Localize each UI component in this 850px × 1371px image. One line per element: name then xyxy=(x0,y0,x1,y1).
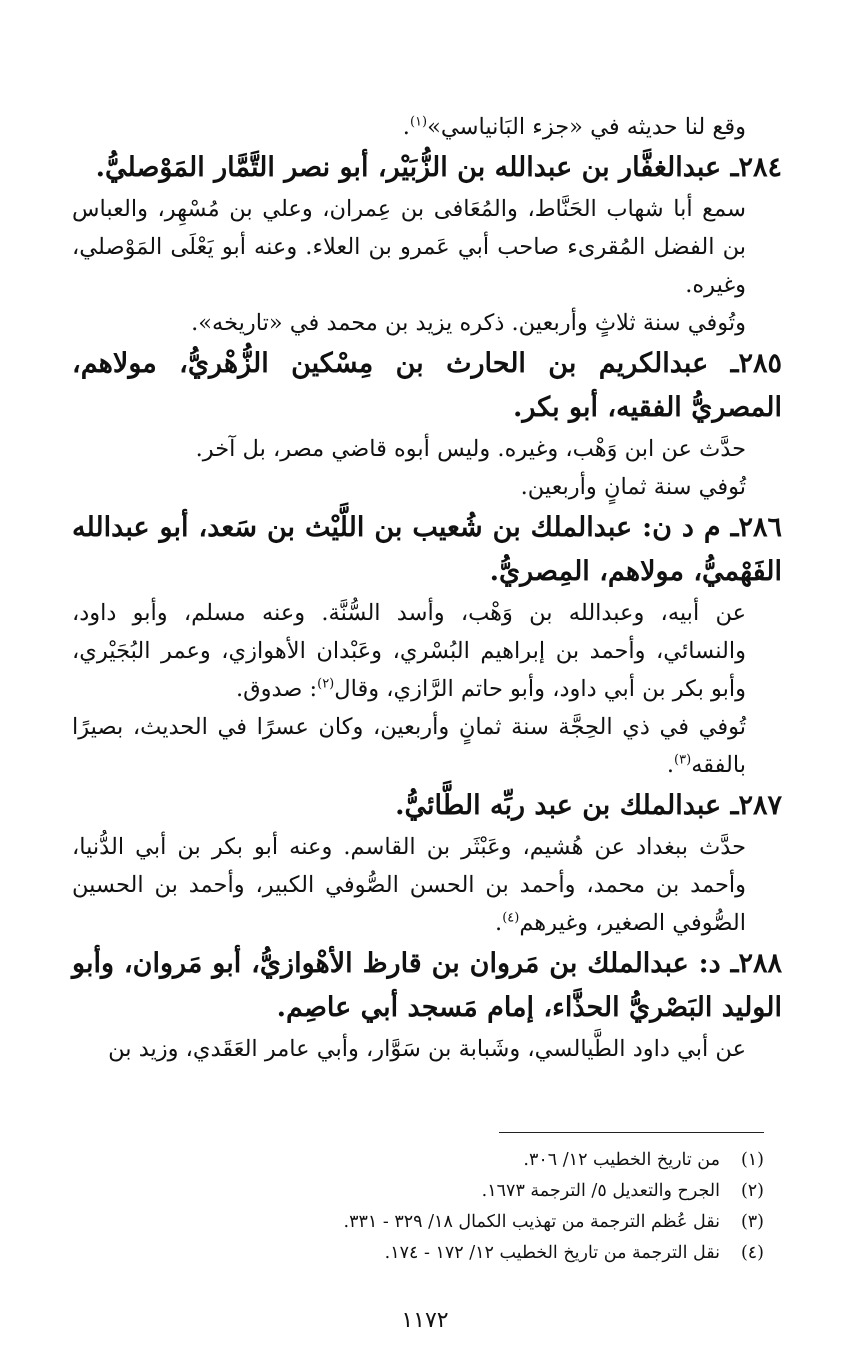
entry-heading: ٢٨٥ـ عبدالكريم بن الحارث بن مِسْكين الزُّهْريُّ، مولاهم، المصريُّ الفقيه، أبو بكر. xyxy=(72,348,782,423)
paragraph-text: عن أبيه، وعبدالله بن وَهْب، وأسد السُّنَّة. وعنه مسلم، وأبو داود، والنسائي، وأحمد بن إبراهيم البُسْري، وعَبْدان الأهوازي، وعمر البُجَيْري، وأبو بكر بن أبي داود، وأبو حاتم الرَّازي، وقال xyxy=(72,600,746,702)
paragraph-text: تُوفي سنة ثمانٍ وأربعين. xyxy=(520,474,746,500)
paragraph-tail: : صدوق. xyxy=(235,676,318,702)
footnote-item xyxy=(72,1238,764,1269)
footnote-ref: (٤) xyxy=(502,910,520,926)
footnote-item xyxy=(72,1207,764,1238)
entry-paragraph xyxy=(72,1030,782,1068)
entry-paragraph xyxy=(72,304,782,342)
entry-heading: ٢٨٧ـ عبدالملك بن عبد ربِّه الطَّائيُّ. xyxy=(395,790,782,821)
footnote-item xyxy=(72,1145,764,1176)
paragraph-tail: . xyxy=(666,752,675,778)
paragraph-text: عن أبي داود الطَّيالسي، وشَبابة بن سَوَّار، وأبي عامر العَقَدي، وزيد بن xyxy=(108,1036,746,1062)
footnote-ref: (١) xyxy=(409,114,428,130)
footnote-divider xyxy=(499,1132,764,1133)
footnote-number: (٣) xyxy=(740,1212,764,1232)
page-number: ١١٧٢ xyxy=(401,1308,449,1333)
intro-end: . xyxy=(402,114,410,140)
paragraph-text: سمع أبا شهاب الحَنَّاط، والمُعَافى بن عِمران، وعلي بن مُسْهِر، والعباس بن الفضل المُقرىء صاحب أبي عَمرو بن العلاء. وعنه أبو يَعْلَى المَوْصلي، وغيره. xyxy=(72,196,746,298)
footnote-ref: (٣) xyxy=(674,752,692,768)
entry-paragraph xyxy=(72,708,782,784)
footnotes-section xyxy=(72,1132,764,1269)
paragraph-text: تُوفي في ذي الحِجَّة سنة ثمانٍ وأربعين، وكان عسرًا في الحديث، بصيرًا بالفقه xyxy=(72,714,746,778)
paragraph-text: وتُوفي سنة ثلاثٍ وأربعين. ذكره يزيد بن محمد في «تاريخه». xyxy=(191,310,746,336)
footnote-text: نقل عُظم الترجمة من تهذيب الكمال ١٨/ ٣٢٩ - ٣٣١. xyxy=(343,1212,720,1232)
paragraph-text: حدَّث عن ابن وَهْب، وغيره. وليس أبوه قاضي مصر، بل آخر. xyxy=(195,436,746,462)
footnote-number: (٤) xyxy=(740,1243,764,1263)
paragraph-tail: . xyxy=(495,910,503,936)
entry-heading: ٢٨٦ـ م د ن: عبدالملك بن شُعيب بن اللَّيْث بن سَعد، أبو عبدالله الفَهْميُّ، مولاهم، المِصريُّ. xyxy=(72,512,782,587)
footnote-text: الجرح والتعديل ٥/ الترجمة ١٦٧٣. xyxy=(481,1181,720,1201)
entry-paragraph xyxy=(72,828,782,942)
footnote-ref: (٢) xyxy=(317,676,335,692)
entry-heading: ٢٨٤ـ عبدالغفَّار بن عبدالله بن الزُّبَيْر، أبو نصر التَّمَّار المَوْصليُّ. xyxy=(95,152,782,183)
footnote-text: نقل الترجمة من تاريخ الخطيب ١٢/ ١٧٢ - ١٧٤. xyxy=(384,1243,720,1263)
paragraph-text: حدَّث ببغداد عن هُشيم، وعَبْثَر بن القاسم. وعنه أبو بكر بن أبي الدُّنيا، وأحمد بن محمد، وأحمد بن الحسن الصُّوفي الكبير، وأحمد بن الحسين الصُّوفي الصغير، وغيرهم xyxy=(72,834,746,936)
entries-list xyxy=(72,146,782,1068)
entry-paragraph xyxy=(72,468,782,506)
footnote-list xyxy=(72,1145,764,1269)
entry-heading: ٢٨٨ـ د: عبدالملك بن مَروان بن قارظ الأهْوازيُّ، أبو مَروان، وأبو الوليد البَصْريُّ الحذَّاء، إمام مَسجد أبي عاصِم. xyxy=(72,948,782,1023)
entry-paragraph xyxy=(72,594,782,708)
footnote-number: (١) xyxy=(740,1150,764,1170)
footnote-number: (٢) xyxy=(740,1181,764,1201)
entry-paragraph xyxy=(72,430,782,468)
footnote-text: من تاريخ الخطيب ١٢/ ٣٠٦. xyxy=(523,1150,720,1170)
footnote-item xyxy=(72,1176,764,1207)
intro-line xyxy=(72,108,782,146)
intro-text: وقع لنا حديثه في «جزء البَانياسي» xyxy=(427,114,746,140)
entry-paragraph xyxy=(72,190,782,304)
